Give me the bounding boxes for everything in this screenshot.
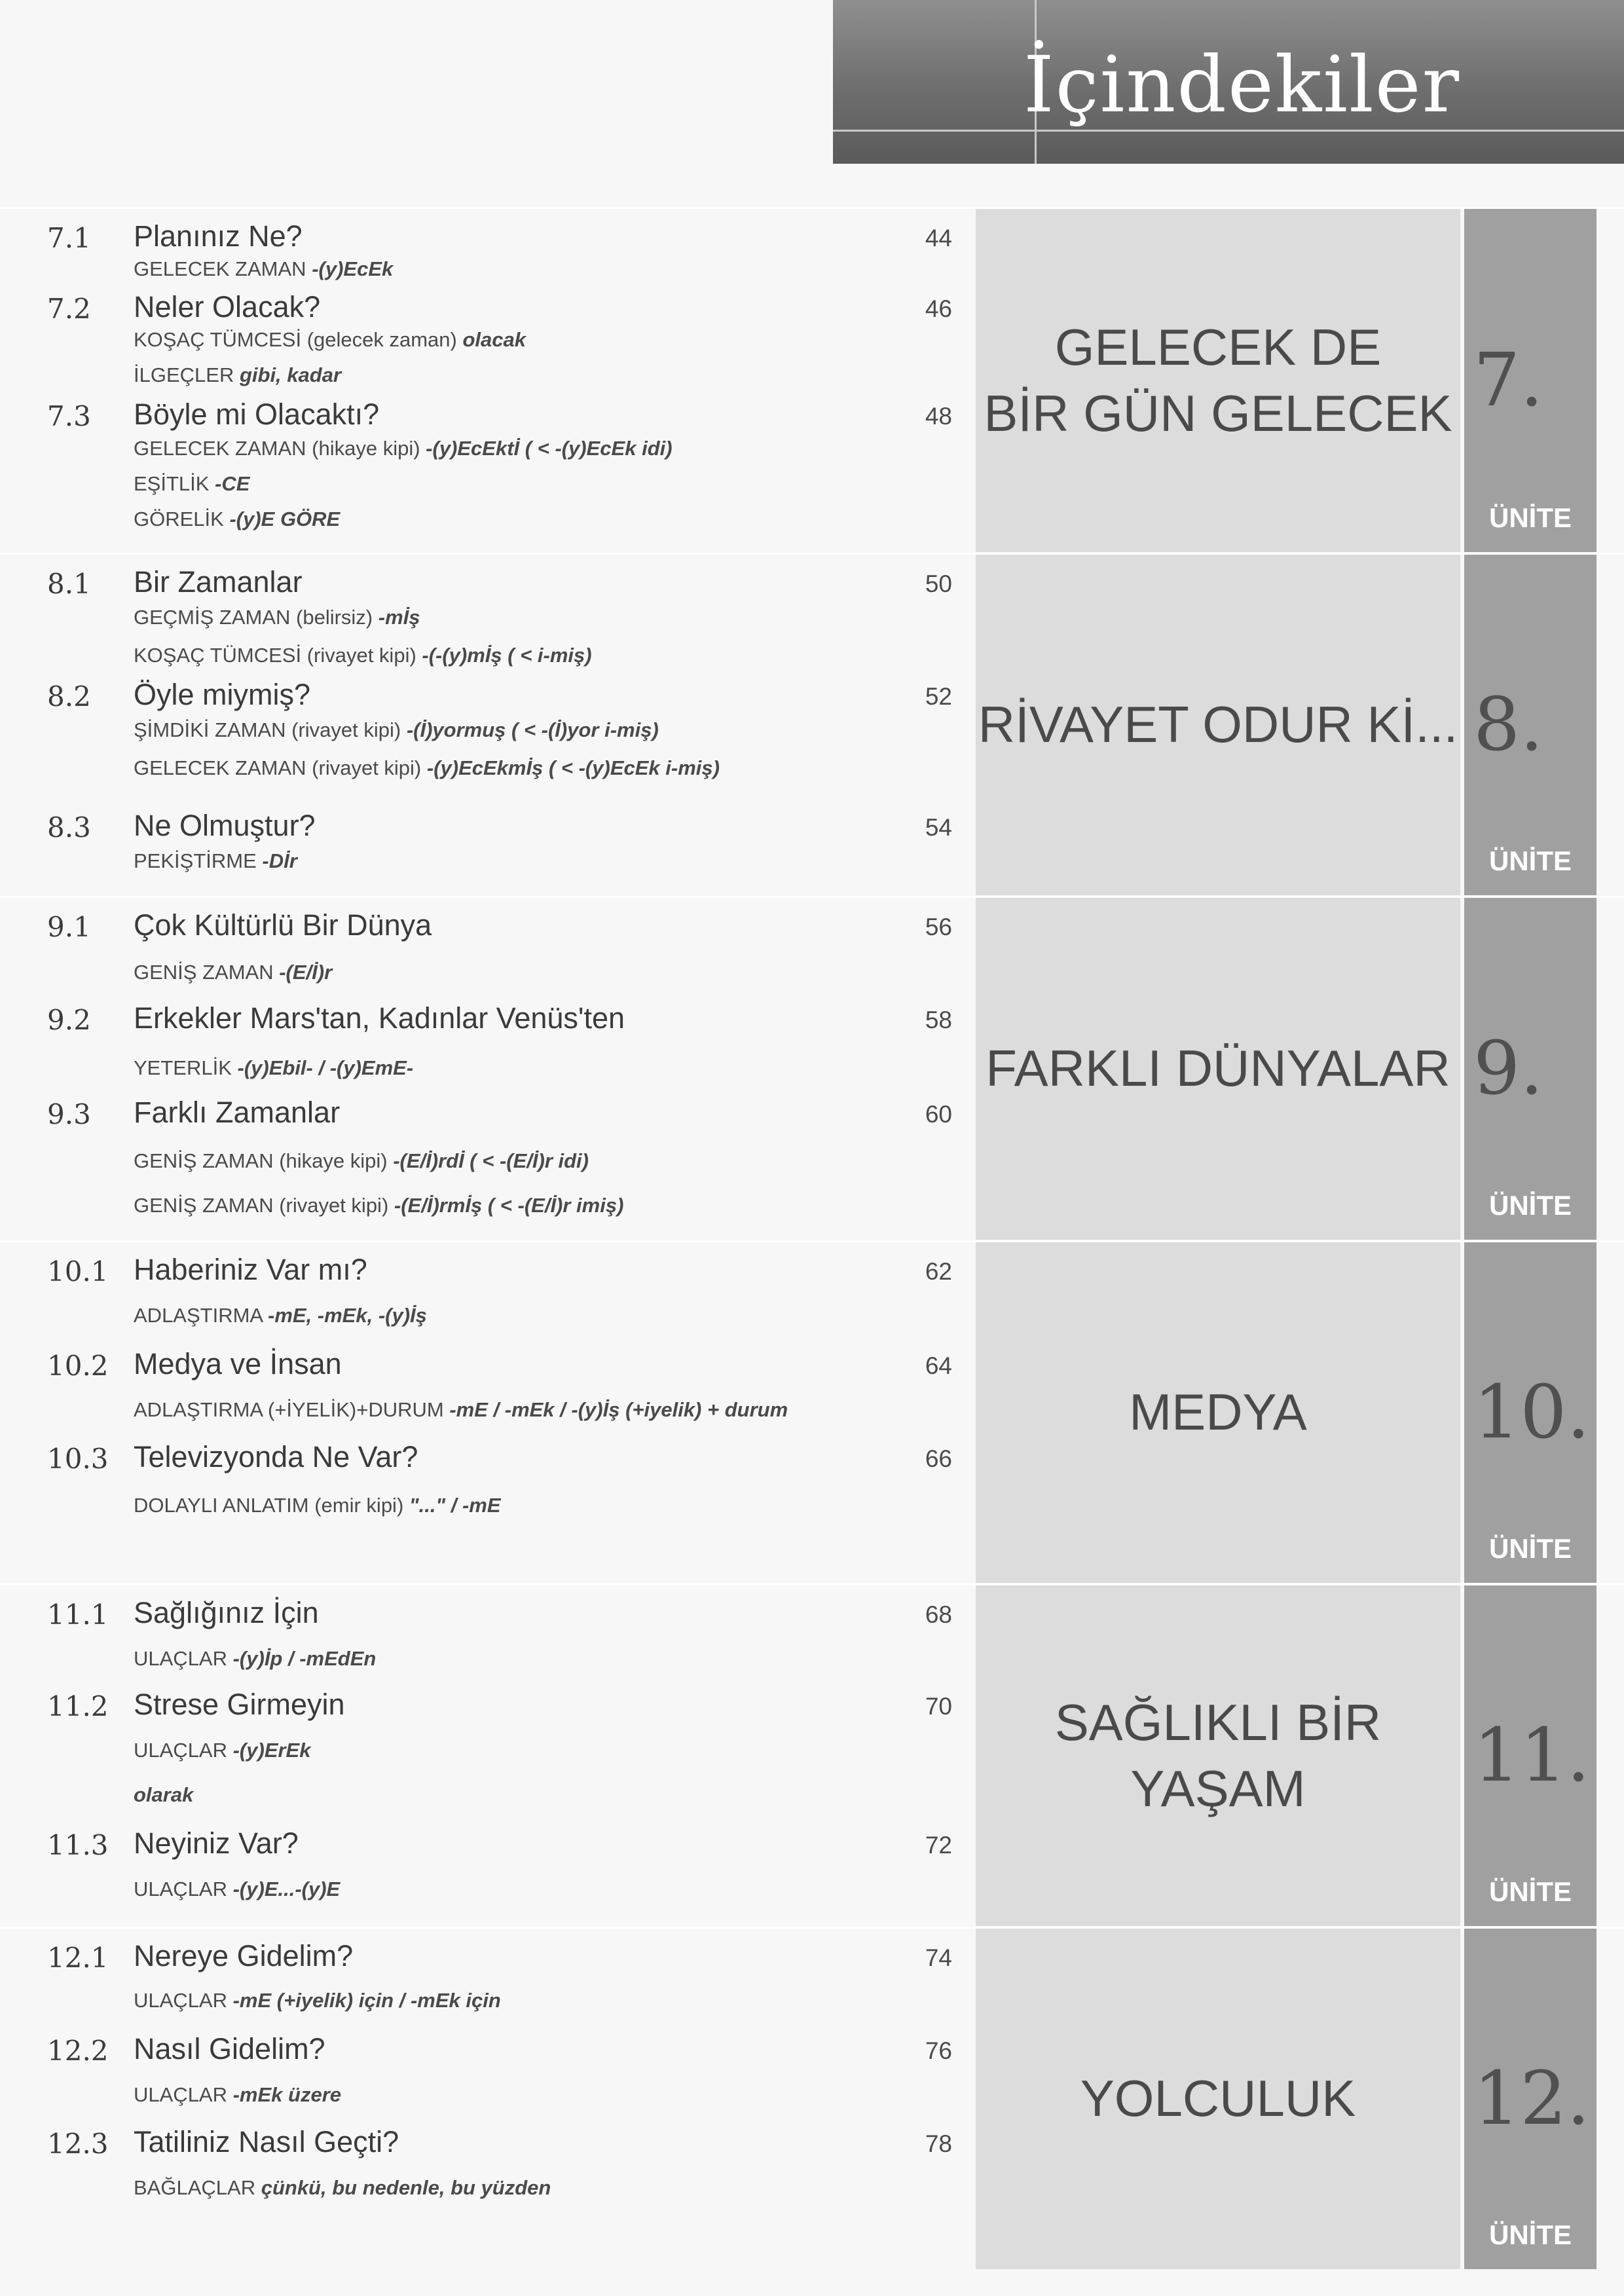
grammar-topic — [134, 961, 332, 984]
unit-section — [0, 1583, 1624, 1926]
grammar-topic-text: KOŞAÇ TÜMCESİ (rivayet kipi) — [134, 644, 422, 667]
grammar-marker: -mE, -mEk, -(y)İş — [268, 1304, 427, 1327]
lesson-title[interactable]: Bir Zamanlar — [134, 565, 303, 599]
grammar-topic — [134, 1149, 589, 1173]
grammar-marker: -(y)Ebil- / -(y)EmE- — [237, 1056, 414, 1079]
unit-number: 12. — [1473, 2056, 1591, 2141]
lesson-page-number: 54 — [925, 814, 952, 841]
grammar-topic-text: ADLAŞTIRMA (+İYELİK)+DURUM — [134, 1398, 450, 1421]
unit-number: 8. — [1473, 682, 1543, 768]
unit-tag: ÜNİTE — [1489, 1876, 1572, 1907]
grammar-topic-text: GEÇMİŞ ZAMAN (belirsiz) — [134, 606, 378, 629]
grammar-marker: -(y)EcEk — [312, 257, 394, 280]
lesson-number: 9.2 — [47, 1004, 91, 1036]
lesson-title[interactable]: Nasıl Gidelim? — [134, 2032, 325, 2065]
unit-section — [0, 1927, 1624, 2269]
grammar-topic — [134, 1194, 623, 1217]
unit-section — [0, 207, 1624, 552]
grammar-marker: "..." / -mE — [409, 1494, 501, 1517]
grammar-topic — [134, 257, 393, 281]
grammar-topic-text: ULAÇLAR — [134, 1878, 233, 1900]
unit-number-box — [1464, 555, 1596, 895]
lesson-page-number: 48 — [925, 403, 952, 430]
lesson-title[interactable]: Televizyonda Ne Var? — [134, 1440, 418, 1473]
grammar-marker: çünkü, bu nedenle, bu yüzden — [261, 2176, 551, 2199]
grammar-topic — [134, 1647, 376, 1671]
toc-list — [0, 898, 976, 1240]
grammar-marker: -(E/İ)rmİş ( < -(E/İ)r imiş) — [394, 1194, 624, 1217]
lesson-number: 8.1 — [47, 568, 91, 600]
grammar-topic-text: DOLAYLI ANLATIM (emir kipi) — [134, 1494, 409, 1517]
unit-number: 10. — [1473, 1370, 1591, 1455]
lesson-page-number: 76 — [925, 2037, 952, 2064]
lesson-number: 7.3 — [47, 400, 91, 432]
grammar-topic-text: ULAÇLAR — [134, 2083, 233, 2106]
grammar-topic — [134, 2083, 341, 2107]
unit-tag: ÜNİTE — [1489, 502, 1572, 533]
lesson-number: 12.1 — [47, 1942, 109, 1974]
lesson-title[interactable]: Farklı Zamanlar — [134, 1096, 341, 1129]
unit-section — [0, 896, 1624, 1240]
grammar-topic — [134, 1783, 193, 1807]
lesson-page-number: 60 — [925, 1101, 952, 1128]
grammar-marker: -(E/İ)r — [279, 961, 333, 984]
lesson-page-number: 68 — [925, 1601, 952, 1628]
grammar-topic-text: ADLAŞTIRMA — [134, 1304, 268, 1327]
grammar-marker: -(y)ErEk — [232, 1739, 311, 1762]
grammar-marker: -mİş — [378, 606, 420, 629]
lesson-page-number: 72 — [925, 1832, 952, 1859]
unit-number-box — [1464, 1929, 1596, 2269]
grammar-topic-text: ULAÇLAR — [134, 1989, 233, 2012]
toc-list — [0, 1242, 976, 1583]
grammar-topic — [134, 756, 720, 780]
lesson-page-number: 64 — [925, 1352, 952, 1379]
grammar-marker: -(y)E GÖRE — [229, 508, 341, 530]
grammar-topic — [134, 1739, 310, 1762]
grammar-topic-text: GENİŞ ZAMAN (hikaye kipi) — [134, 1149, 394, 1172]
lesson-title[interactable]: Ne Olmuştur? — [134, 809, 316, 842]
grammar-marker: -(y)E...-(y)E — [232, 1878, 341, 1900]
grammar-topic-text: ULAÇLAR — [134, 1739, 233, 1762]
grammar-topic-text: GELECEK ZAMAN (rivayet kipi) — [134, 756, 427, 779]
grammar-marker: -(-(y)mİş ( < i-miş) — [422, 644, 592, 667]
toc-list — [0, 1585, 976, 1926]
lesson-title[interactable]: Nereye Gidelim? — [134, 1939, 354, 1972]
grammar-marker: gibi, kadar — [239, 363, 341, 386]
lesson-title[interactable]: Medya ve İnsan — [134, 1347, 342, 1380]
lesson-number: 8.3 — [47, 811, 91, 843]
unit-number-box — [1464, 1242, 1596, 1583]
grammar-topic-text: YETERLİK — [134, 1056, 238, 1079]
grammar-marker: olarak — [134, 1783, 194, 1806]
lesson-page-number: 62 — [925, 1258, 952, 1285]
unit-label-panel — [976, 1585, 1460, 1926]
grammar-topic — [134, 1304, 427, 1327]
unit-label-panel — [976, 1242, 1460, 1583]
grammar-marker: -(y)EcEktİ ( < -(y)EcEk idi) — [426, 437, 673, 460]
grammar-topic-text: İLGEÇLER — [134, 363, 240, 386]
grammar-topic — [134, 328, 526, 352]
lesson-page-number: 66 — [925, 1445, 952, 1472]
unit-tag: ÜNİTE — [1489, 2219, 1572, 2250]
lesson-title[interactable]: Böyle mi Olacaktı? — [134, 398, 380, 431]
grammar-topic-text: GELECEK ZAMAN (hikaye kipi) — [134, 437, 426, 460]
grammar-topic-text: BAĞLAÇLAR — [134, 2176, 261, 2199]
grammar-marker: -mE (+iyelik) için / -mEk için — [232, 1989, 501, 2012]
grammar-marker: -(E/İ)rdİ ( < -(E/İ)r idi) — [393, 1149, 589, 1172]
unit-label: RİVAYET ODUR Kİ... — [978, 695, 1458, 754]
grammar-marker: -(y)EcEkmİş ( < -(y)EcEk i-miş) — [426, 756, 720, 779]
grammar-topic — [134, 1056, 413, 1080]
unit-tag: ÜNİTE — [1489, 1533, 1572, 1564]
unit-number-box — [1464, 1585, 1596, 1926]
grammar-topic — [134, 644, 592, 667]
unit-label: YOLCULUK — [1080, 2069, 1356, 2128]
lesson-title[interactable]: Tatiliniz Nasıl Geçti? — [134, 2125, 399, 2158]
unit-section — [0, 1240, 1624, 1583]
lesson-title[interactable]: Erkekler Mars'tan, Kadınlar Venüs'ten — [134, 1001, 625, 1035]
lesson-title[interactable]: Neler Olacak? — [134, 290, 321, 324]
grammar-topic — [134, 1398, 788, 1422]
unit-section — [0, 553, 1624, 895]
lesson-page-number: 50 — [925, 570, 952, 597]
banner-divider — [833, 130, 1624, 132]
grammar-topic-text: GELECEK ZAMAN — [134, 257, 312, 280]
toc-list — [0, 555, 976, 895]
unit-tag: ÜNİTE — [1489, 845, 1572, 876]
lesson-number: 9.1 — [47, 911, 91, 943]
unit-label-panel — [976, 555, 1460, 895]
unit-label-panel — [976, 898, 1460, 1240]
unit-label-panel — [976, 1929, 1460, 2269]
unit-label: SAĞLIKLI BİR YAŞAM — [1054, 1693, 1382, 1817]
lesson-number: 10.1 — [47, 1255, 109, 1287]
grammar-marker: -(y)İp / -mEdEn — [232, 1647, 377, 1670]
grammar-topic — [134, 1494, 501, 1517]
grammar-topic — [134, 363, 341, 387]
grammar-marker: -mEk üzere — [232, 2083, 342, 2106]
grammar-marker: -Dİr — [262, 849, 297, 872]
lesson-page-number: 44 — [925, 225, 952, 251]
grammar-topic-text: PEKİŞTİRME — [134, 849, 263, 872]
toc-list — [0, 209, 976, 552]
grammar-topic-text: ŞİMDİKİ ZAMAN (rivayet kipi) — [134, 718, 407, 741]
unit-label-panel — [976, 209, 1460, 552]
unit-number-box — [1464, 209, 1596, 552]
lesson-number: 9.3 — [47, 1098, 91, 1130]
lesson-page-number: 70 — [925, 1693, 952, 1720]
grammar-topic — [134, 472, 249, 496]
grammar-topic — [134, 849, 297, 873]
lesson-number: 7.1 — [47, 222, 91, 254]
lesson-number: 12.2 — [47, 2035, 109, 2067]
grammar-topic — [134, 508, 340, 531]
lesson-number: 8.2 — [47, 680, 91, 713]
toc-list — [0, 1929, 976, 2269]
grammar-topic-text: GENİŞ ZAMAN — [134, 961, 280, 984]
grammar-topic-text: GÖRELİK — [134, 508, 230, 530]
lesson-page-number: 46 — [925, 295, 952, 322]
lesson-number: 11.3 — [47, 1829, 109, 1861]
lesson-title[interactable]: Strese Girmeyin — [134, 1688, 345, 1721]
lesson-page-number: 58 — [925, 1007, 952, 1033]
lesson-number: 10.3 — [47, 1443, 109, 1475]
unit-number: 7. — [1473, 338, 1543, 423]
unit-number-box — [1464, 898, 1596, 1240]
lesson-number: 11.1 — [47, 1599, 109, 1631]
unit-label: GELECEK DE BİR GÜN GELECEK — [984, 318, 1452, 442]
unit-label: FARKLI DÜNYALAR — [986, 1039, 1450, 1098]
grammar-topic — [134, 1989, 501, 2012]
lesson-page-number: 52 — [925, 683, 952, 710]
unit-number: 9. — [1473, 1026, 1543, 1111]
grammar-topic-text: ULAÇLAR — [134, 1647, 233, 1670]
lesson-page-number: 74 — [925, 1944, 952, 1971]
lesson-number: 7.2 — [47, 293, 91, 325]
grammar-topic-text: GENİŞ ZAMAN (rivayet kipi) — [134, 1194, 394, 1217]
lesson-title[interactable]: Öyle miymiş? — [134, 678, 311, 711]
lesson-title[interactable]: Haberiniz Var mı? — [134, 1253, 367, 1286]
grammar-topic — [134, 718, 659, 742]
lesson-title[interactable]: Sağlığınız İçin — [134, 1596, 319, 1629]
grammar-marker: -(İ)yormuş ( < -(İ)yor i-miş) — [406, 718, 659, 741]
grammar-topic-text: EŞİTLİK — [134, 472, 215, 495]
unit-label: MEDYA — [1129, 1383, 1307, 1441]
grammar-marker: -CE — [215, 472, 250, 495]
lesson-page-number: 56 — [925, 914, 952, 940]
lesson-page-number: 78 — [925, 2130, 952, 2157]
lesson-number: 12.3 — [47, 2128, 109, 2160]
grammar-topic — [134, 2176, 551, 2200]
grammar-topic — [134, 437, 673, 460]
unit-tag: ÜNİTE — [1489, 1190, 1572, 1221]
grammar-topic — [134, 1878, 340, 1901]
lesson-title[interactable]: Çok Kültürlü Bir Dünya — [134, 908, 432, 942]
lesson-number: 10.2 — [47, 1350, 109, 1382]
lesson-title[interactable]: Planınız Ne? — [134, 219, 303, 253]
grammar-marker: olacak — [462, 328, 526, 351]
grammar-topic-text: KOŞAÇ TÜMCESİ (gelecek zaman) — [134, 328, 463, 351]
unit-number: 11. — [1473, 1713, 1591, 1798]
grammar-topic — [134, 606, 420, 629]
page-title: İçindekiler — [1023, 39, 1460, 130]
lesson-title[interactable]: Neyiniz Var? — [134, 1826, 299, 1860]
lesson-number: 11.2 — [47, 1690, 109, 1722]
grammar-marker: -mE / -mEk / -(y)İş (+iyelik) + durum — [449, 1398, 788, 1421]
